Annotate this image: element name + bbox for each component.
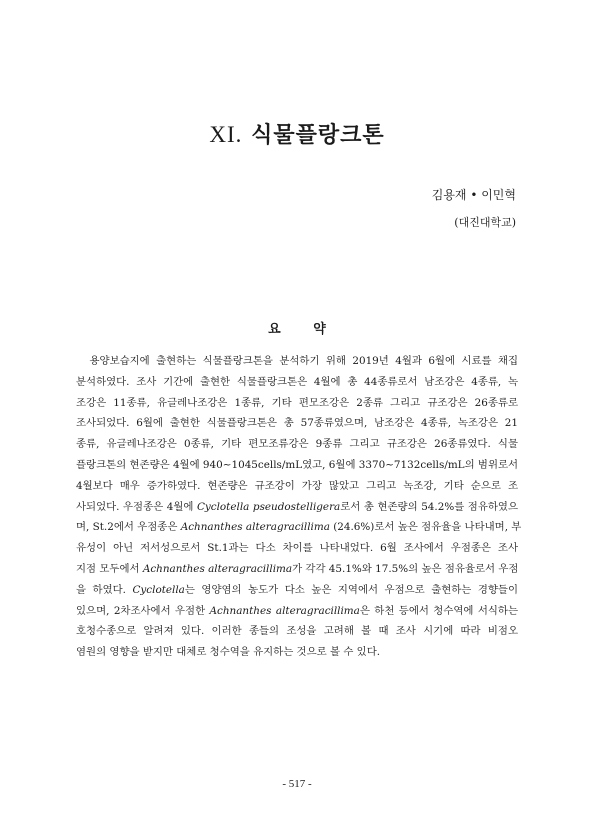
- abstract-line: 분석하였다. 조사 기간에 출현한 식물플랑크톤은 4월에 총 44종류로서 남조강은 4종류, 녹: [76, 375, 518, 388]
- abstract-line: 있으며, 2차조사에서 우점한 Achnanthes alteragracillima은 하천 등에서 청수역에 서식하는: [76, 604, 518, 617]
- page-number: - 517 -: [282, 778, 312, 790]
- species-name: Achnanthes alteragracillima: [180, 521, 330, 534]
- affiliation: (대진대학교): [454, 216, 516, 229]
- species-name: Cyclotella pseudostelligera: [196, 500, 341, 513]
- authors: 김용재 • 이민혁: [431, 188, 516, 202]
- abstract-line: 염원의 영향을 받지만 대체로 청수역을 유지하는 것으로 볼 수 있다.: [76, 646, 381, 659]
- abstract-line: 지점 모두에서 Achnanthes alteragracillima가 각각 45.1%와 17.5%의 높은 점유율로서 우점: [76, 562, 519, 575]
- summary-heading: 요 약: [268, 322, 340, 337]
- abstract-line: 용양보습지에 출현하는 식물플랑크톤을 분석하기 위해 2019년 4월과 6월에 시료를 채집: [76, 355, 518, 367]
- abstract-line: 플랑크톤의 현존량은 4월에 940∼1045cells/mL였고, 6월에 3370∼7132cells/mL의 범위로서: [76, 458, 519, 471]
- abstract-line: 조강은 11종류, 유글레나조강은 1종류, 기타 편모조강은 2종류 그리고 규조강은 26종류로: [76, 396, 518, 409]
- chapter-number: XI.: [209, 122, 243, 147]
- abstract-line: 며, St.2에서 우점종은 Achnanthes alteragracillima (24.6%)로서 높은 점유율을 나타내며, 부: [76, 521, 522, 534]
- species-name: Achnanthes alteragracillima: [209, 604, 360, 617]
- abstract-line: 호청수종으로 알려져 있다. 이러한 종들의 조성을 고려해 볼 때 조사 시기에 따라 비점오: [76, 625, 518, 638]
- abstract-line: 조사되었다. 6월에 출현한 식물플랑크톤은 총 57종류였으며, 남조강은 4종류, 녹조강은 21: [76, 417, 518, 430]
- chapter-title: [0, 118, 594, 149]
- abstract-line: 유성이 아닌 저서성으로서 St.1과는 다소 차이를 나타내었다. 6월 조사에서 우점종은 조사: [76, 542, 518, 555]
- abstract-line: 사되었다. 우점종은 4월에 Cyclotella pseudostelligera로서 총 현존량의 54.2%를 점유하였으: [76, 500, 518, 513]
- abstract-line: 4월보다 매우 증가하였다. 현존량은 규조강이 가장 많았고 그리고 녹조강, 기타 순으로 조: [76, 479, 518, 492]
- abstract-line: 종류, 유글레나조강은 0종류, 기타 편모조류강은 9종류 그리고 규조강은 26종류였다. 식물: [76, 438, 518, 451]
- species-name: Cyclotella: [132, 583, 185, 596]
- chapter-title-text: 식물플랑크톤: [251, 122, 385, 148]
- species-name: Achnanthes alteragracillima: [142, 562, 293, 575]
- abstract-body: [76, 351, 522, 663]
- abstract-line: 을 하였다. Cyclotella는 영양염의 농도가 다소 높은 지역에서 우점으로 출현하는 경향들이: [76, 583, 519, 596]
